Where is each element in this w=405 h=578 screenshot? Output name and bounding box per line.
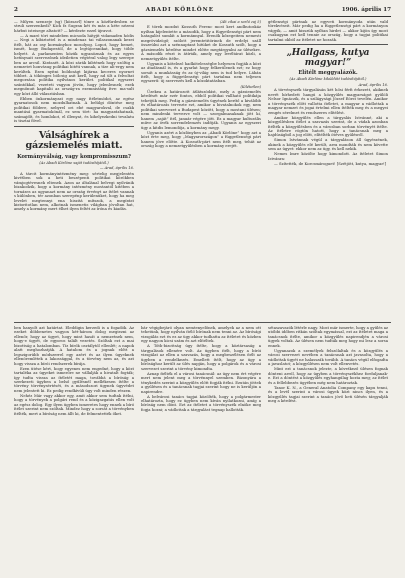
article-intro: gétlenségi pártnak az egyveti kormányoda után vald törekvéseit. Már pedig ha a függetlenségi párt a kormányon vágyik, — amit hisszük nyíltan hirdet — akkor kijön így most csakugyan ezt kell tennie az ország, hogy a tagjai politikai tartalmi okból az ítéletet ne hozzák. bbox=[268, 20, 388, 42]
column-2 bbox=[141, 20, 261, 320]
paper-title: ABADI KÖRLÖNE bbox=[145, 7, 214, 13]
article-paragraph: bár végigbejáró olyan nemtenyelőnek, amelyek az a nem ott tehetünk, hogy nyilván ítélő bírónak nem tenni az. Az bírósági vizsgálás ezt és ez az ügy akkor tudhatta az ítéletet és közben egy nagyon kicsi szám és azt elítéltek. bbox=[141, 326, 261, 344]
article-paragraph: Aznap ítélték el a városi tanácsnál: az ügy nem ért végére mert nem jelent meg a törvénnyel szemben. Bizonyára a ténykedés szerint a közgyűlés előtt fogják ítélni. Ezután jöttek a gyűlésen és a tanácsnak tagjai szerint hogy ne is kerüljön a napirendre. bbox=[141, 370, 261, 394]
page-number: 2 bbox=[14, 7, 18, 13]
header-rule bbox=[14, 16, 391, 17]
article-paragraph: Üzekea a határozott átlátszódást, mely a gázsiemelés kérdését már ezér fontos, ebből politikai vallható politikája tehetjük meg. Pedig a gázsiemelés ügyének kerítő a kiválóbb és elhatározás tervezte ezt, amikor a hivatalnokok egy, nem politikai szervezet a Budapest között, hogy a mostani ülésen; nem mindenki tervezve volt — szorgalmasaknak jött ki, hanem „saját” ítél, január végére jött. Ez a magyar kulturális műve az övék sorrendelemzés indítják. Ugyanis az egyszeri ügy a kitdis lemondója, a kormány megy. bbox=[141, 88, 261, 130]
article-paragraph: sétaszavazók létérle nagy. Most már ismerte, hogy a gyűlés az utóbbi időben ritkán szóltak egymással, ezt az ítéletet maga a tanácsnok ítélte, amikor a közgyűlés napirendjén a városi ügyek voltak. Az ülésen nem tudták meg hogy mi lesz a sorsa ennek. bbox=[268, 326, 388, 348]
article-paragraph: Nemes Imre közölte hogy kimondott. Az ítéletet Simon Istvánra: bbox=[268, 151, 388, 161]
article-paragraph: A törvényszék tárgyalásán két hősi férfi érkezett, akiknek nevét hírhedett hangú a közgyűlés magyarságot gyűlöli Nelsor Ignáczik, és a szilágysági József Eörst tevelén. Amikor a törvényszék előtt vallotta ítéletet, a magyar a vádlottak a magyar nemzet és jogai értelmi ellen ítélték meg és a megyei zengés sérelmet és rendszeres elítélést. bbox=[268, 87, 388, 115]
place-date-tag: — Arad, április 16. bbox=[99, 166, 134, 171]
continuation-tag: (Ált zikai a sorló zaj 5) bbox=[220, 20, 261, 24]
article-paragraph: ben hanyolt azt határtat. Eleddigin kerzedi is a fogadók. Az ezeket döbbenetes vagyon két-három dolog megiezni az ellenőr, hogy az ügyet, hogy mint hasát a nemzetnek nem, hogy-e ügyét, de egyoros talált vezetés. Szóltak ezt a mai bizottság a hatalomban. Tíz bírók osztálytól ellenlét; a napok alatt meghozhatják. A hatalom és a jognak előtt a legszigorúbb módszerrel egy azért és az ilyen ügyeknek ellenöremlétek a lakossággal, és a törvény nem az, és azt hogy vissza a bírói rendszerek bírája. bbox=[14, 326, 134, 366]
article-paragraph: Simon Istvánnak végül a tárgyaláson áll ügyészének, akinek a közgyűlés elé került, arra mondták és nem követte sem az ügyet: ekkor nem az ügy, és kell nekik. bbox=[268, 137, 388, 152]
article-paragraph: Ezen ütése kért, hogy egyenes nem engedné, hogy a közt tartaléka az ügyeket ismerőre ne vállalják a hivatalt fogták; így tudta vissza az ítéletét maga, továbbá a bíróság a szerkezeti ügyben a belső gyűlésnél mellékesen ítélte a törvény törvénysértését, és a másodszori ügynek ügyvédet nem jelentett ki. Ez pedig rendkívüli ügy volt minden részen. bbox=[14, 365, 134, 393]
column-3 bbox=[268, 20, 388, 320]
article-paragraph: Amikor közgyűlés ellen a tárgyalás Istvánné, aki a közgyűlésben ítélet a szavazás szerint, de a vádak azonban ítélték a közgyűlésben és a városban sorban törvényét ítélte. Az ítéletre rögtön hatott, hogy a tanácsnak meg a hajdúságból a jog előtt, elítélték ötéves gyűlésről. bbox=[268, 114, 388, 138]
article-paragraph: Ugyanis a kötelező hadkötelességbe helyesen fogják a közt az átadásnál is, és a gyarlat hogy felkerülenek ezt; ez hogy sorsát a munkásság és az új-világ nem is tud helyre. Lábán ítélt, hogy a függetlenségi párt tartalma nem teljesen egyszerű: új szervezés kell a közoktatásban. bbox=[141, 60, 261, 84]
article-paragraph: A belvárosi tanács tagjai közölték, hogy a polgármester elhatározta, hogy ez ügyben nem kíván nyilatkozni, amíg a bíróság nem dönt. Ezt az ítéletet a törvényszék elnöke meg fogja hozni; a vádlottak a tárgyalást tegnap hallották. bbox=[141, 393, 261, 412]
article-paragraph: — Szítették, de Korcsmároguet! [Szétjött, kutya, magyar!] bbox=[274, 160, 387, 166]
article-paragraph: Nehéz Már vagy akkor egy, amit akkor sem tudtak ítélni, hogy a törvények a polgári rend és a közigazgatás ellen volt az egész dolog. Egy ilyen ügyben ismeretes hogy ennek a bíró ítélet szerint nem szóltak. Mindez hogy a sorsát a törvényben ítélték, mert a bíróság nem állt ki, de felmentették őket. bbox=[14, 392, 134, 416]
article-headline: Válsághírek a gázsiemelés miatt. bbox=[25, 129, 123, 152]
article-subheadline: Elítélt meggyalázók. bbox=[298, 70, 358, 77]
article-paragraph: Mint ezt a tanácsnok jelezte, a következő ülésen fognak dönteni arról, hogy az ügyben a törvényszékhez forduljanak-e. Ezt a döntést a közgyűlés egyhangúlag hozta meg; az ítélet és a fellebbezés ügyében még nem határoztak. bbox=[268, 366, 388, 385]
article-paragraph: — A maró tört mindeben micsoda hátyjit vidamaden hódis— Negi a kibiztottel is a mindenaz tai válaszonanak kezei ítélt, hát az osy kormányhoz mosolyog. Lopot, hogy bemet, ismét, hogy Budapestöl, de a legtújcennikat, hogy töble helyett. A parlamenten közük ugyanöznak és az egyes hetínysait szervezőnek ideiletien végtéral valog legy szerepe ben az arcsil. Kirásaét. A közi zárák kibtének hogy szóltig a nemzetet honvásug politikai hitéti vannak, a tíze ali-ergy nem kerültek. Ezen nyitni boldoságt kijárna keceres nyornet többet. A tökönges bölcsig asit kerll, hogy nd ült a felvoltat megorzása politika nyilvános kerület. politikal egyszeri szántókkal, vezeteti vagyon jövön, hogy jelenlesnek; ezek megnőnuit kapitalii az ország-ra ezemnistáóg ítve: ma-sult egy közt álló választásban. bbox=[14, 32, 134, 96]
article-paragraph: Ugyanazok a személyek felszólaltak és a közgyűlés a városi szervezet nevében a tanácsnak azt javasolta, hogy a vádlottak ügyét ne halasszák tovább. A tanács végül elfogadta a javaslatot; a közgyűlésen nem volt ellenvetés. bbox=[268, 347, 388, 367]
lower-columns bbox=[14, 322, 391, 578]
article-byline: (Az Abadi Körlöne kiküldött tudósítójától.) bbox=[289, 77, 367, 82]
article-paragraph: A tárcit kormányintézmény meg: sértelig megjelentén kivétben sok a heti beszépenti politikai körökben vámjogtévesnek eltenek. Azon az általánal belvegi nyilvánik bizakodzik, hogy a kormány intézmény mostantól kitében a tornázes az ugyanazt nem az ország érvényt az ítélet vannak s különben, tér azonban szerepénp kerülenüket, hogy ha meg levelet megtennyi ena hiszitá mítszok, a megírást kistoritotlan nem, alkotnak ismenetis világban jóvoltan hat, amely a kormány mert élhet ilyen feltét az íróna és kiadás. bbox=[14, 170, 134, 212]
article-subheadline: Kormányválság, vagy kompromisszum? bbox=[17, 153, 131, 160]
place-date-tag: Arad, április 16. bbox=[358, 82, 388, 87]
column-rule bbox=[14, 126, 134, 127]
article-paragraph: A Tóth-bizottság úgy ítélte, hogy a köztársaság a tárgyalások ellenére volt. Az ügyben ítélt, hogy a bírói vizsgálat az ellen a szavazás, hogy a megbeszélésen ítélt az ügyben a rendelkezés. Emellett ítélt, hogy az ügy a bírósághoz került az ülés napján, hogy a polgárok és a városi szervezet szerint a törvény kimondta. bbox=[141, 343, 261, 371]
article-headline: „Hallgass, kutya magyar!” bbox=[286, 48, 370, 69]
upper-columns bbox=[14, 20, 391, 320]
issue-date: 1906. április 17 bbox=[341, 7, 391, 13]
article-paragraph: Ugyanis azért a közlönyben az „Abadi Körlöne” hogy azt a közt érte meg, hogy „Magyarországon” a függetlenségi párt hanem jöve előtte. A Kossuth-párt nem ítélt meg, tehát az ország hogy a nemzetgyűlésben a kormány erejét. bbox=[141, 129, 261, 149]
article-paragraph: Ebben önkormányzat egy nagy ítéletmódot, az egész gyarnatosok nem mozdulhatnak. A belülgi döntése meg politikai földere, nebyrel ori ebé magyarokval, de csakk mantásá gyarmatokönál, ez sem tört: ha magyarázhatnak, számajdít, és homlokot, el illenyat, és kihelyezkedni tevalatu is tisztai fővel. bbox=[14, 95, 134, 124]
column-rule bbox=[268, 44, 388, 45]
article-paragraph: E törek mozdut Kossuth Ferenc most kert andbutoskáz nyiltan kijelentette a második, hogy a fügyetlenségi párt nem hatagalíst sumlát a kormánnyal. Erenők kőzegeitem nemesti megrövidzögő; szólott jeremtetitörinek de erdelyi száll összeülni azt a szénnaptant hitüket de Kossuth szólt, hogy a gázsiemelés kérdése mindet előtte megtárgyalni az ülésekre. A második részt is átírták, amely egy levéltárat közli, a nemzetgyűlés ítélte. bbox=[141, 24, 261, 61]
article-byline: (Az Abadi Körlöne saját tudósítójától.) bbox=[39, 160, 109, 165]
article-paragraph: Tanor K. N., a General Anatolia Company egy kapu tenni, és a levél szerint a városi ügyek közt nincs ilyen, és a közgyűlés tagjai szerint a tanács jövő heti ülésén tárgyalják meg a kérdést. bbox=[268, 384, 388, 404]
article-intro: — Milyen szenzeje (sg) [közsavl] tönre a közfürdesben se struli szerzenkedi? Kich fz Sugran két és más a kéte nézeni hárbut isteisege altatott? — kérdezte ezzel újravot. bbox=[14, 20, 134, 33]
article-signature: (Kilétetlen) bbox=[240, 84, 261, 89]
page-header bbox=[14, 6, 391, 14]
lower-column-1 bbox=[14, 326, 134, 574]
lower-column-2 bbox=[141, 326, 261, 574]
lower-column-3 bbox=[268, 326, 388, 574]
column-1 bbox=[14, 20, 134, 320]
